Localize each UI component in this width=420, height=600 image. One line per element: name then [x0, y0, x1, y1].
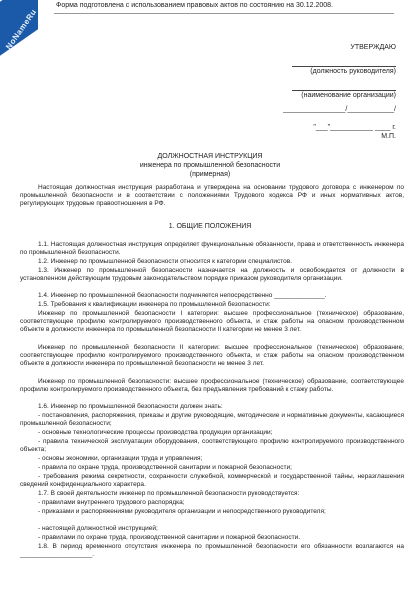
position-underline — [292, 66, 396, 67]
watermark-logo-text: NoNameRu — [4, 7, 39, 52]
form-note: Форма подготовлена с использованием правовых актов по состоянию на 30.12.2008. — [56, 2, 333, 9]
position-caption: (должность руководителя) — [310, 68, 396, 75]
paragraph: 1.8. В период временного отсутствия инженера по промышленной безопасности его обязанности возлагаются на ____________________. — [20, 543, 404, 559]
paragraph: - правилами по охране труда, производственной санитарии и пожарной безопасности. — [38, 534, 301, 541]
paragraph: - приказами и распоряжениями руководителя организации и непосредственного руководителя; — [38, 508, 326, 515]
org-caption: (наименование организации) — [301, 92, 396, 99]
date-line: "___"___________ ____ г. — [313, 124, 396, 131]
approval-title: УТВЕРЖДАЮ — [350, 44, 396, 51]
paragraph: - правила по охране труда, производственной санитарии и пожарной безопасности; — [38, 464, 292, 471]
paragraph: Инженер по промышленной безопасности II категории: высшее профессиональное (техническое) образование, соответствующее профилю контролируемого производственного объекта, и стаж работы на опасном производственном объекте в должности инженера по промышленной безопасности не менее 3 лет. — [20, 344, 404, 368]
doc-title: ДОЛЖНОСТНАЯ ИНСТРУКЦИЯ — [157, 153, 263, 160]
paragraph: 1.6. Инженер по промышленной безопасности должен знать: — [38, 403, 223, 410]
paragraph: - основные технологические процессы производства продукции организации; — [38, 429, 273, 436]
paragraph: Инженер по промышленной безопасности: высшее профессиональное (техническое) образование, соответствующее профилю контролируемого производственного объекта, без предъявления требований к стажу работы. — [20, 378, 404, 394]
signature-line: ________________/____________/ — [283, 106, 396, 113]
paragraph: - постановления, распоряжения, приказы и другие руководящие, методические и нормативные документы, касающиеся промышленной безопасности; — [20, 412, 404, 428]
paragraph: - основы экономики, организации труда и управления; — [38, 455, 203, 462]
paragraph: Инженер по промышленной безопасности I категории: высшее профессиональное (техническое) образование, соответствующее профилю контролируемого производственного объекта, и стаж работы на опасном производственном объекте в должности инженера по промышленной безопасности II категории не менее 3 лет. — [20, 310, 404, 334]
paragraph: - требования режима секретности, сохранности служебной, коммерческой и государственной тайны, неразглашения сведений конфиденциального характера. — [20, 473, 404, 489]
doc-subtitle: инженера по промышленной безопасности — [139, 162, 281, 169]
divider — [54, 13, 394, 14]
paragraph: 1.5. Требования к квалификации инженера по промышленной безопасности: — [38, 301, 271, 308]
paragraph: 1.3. Инженер по промышленной безопасности назначается на должность и освобождается от должности в установленном действующим трудовым законодательством порядке приказом руководителя организации. — [20, 267, 404, 283]
org-underline — [292, 90, 396, 91]
paragraph: - настоящей должностной инструкцией; — [38, 525, 158, 532]
intro-paragraph: Настоящая должностная инструкция разработана и утверждена на основании трудового договора с инженером по промышленной безопасности и в соответствии с положениями Трудового кодекса РФ и иных нормативных актов, регулирующих трудовые правоотношения в РФ. — [20, 184, 404, 208]
paragraph: 1.7. В своей деятельности инженер по промышленной безопасности руководствуется: — [38, 490, 300, 497]
paragraph: - правилами внутреннего трудового распорядка; — [38, 499, 185, 506]
stamp-label: М.П. — [381, 133, 396, 140]
paragraph: - правила технической эксплуатации оборудования, соответствующего профилю контролируемого производственного объекта; — [20, 438, 404, 454]
doc-subtitle-note: (примерная) — [189, 171, 231, 178]
paragraph: 1.2. Инженер по промышленной безопасности относится к категории специалистов. — [38, 258, 293, 265]
paragraph: 1.1. Настоящая должностная инструкция определяет функциональные обязанности, права и ответственность инженера по промышленной безопасности. — [20, 241, 404, 257]
paragraph: 1.4. Инженер по промышленной безопасности подчиняется непосредственно ______________. — [38, 292, 327, 299]
section-title: 1. ОБЩИЕ ПОЛОЖЕНИЯ — [168, 223, 252, 230]
